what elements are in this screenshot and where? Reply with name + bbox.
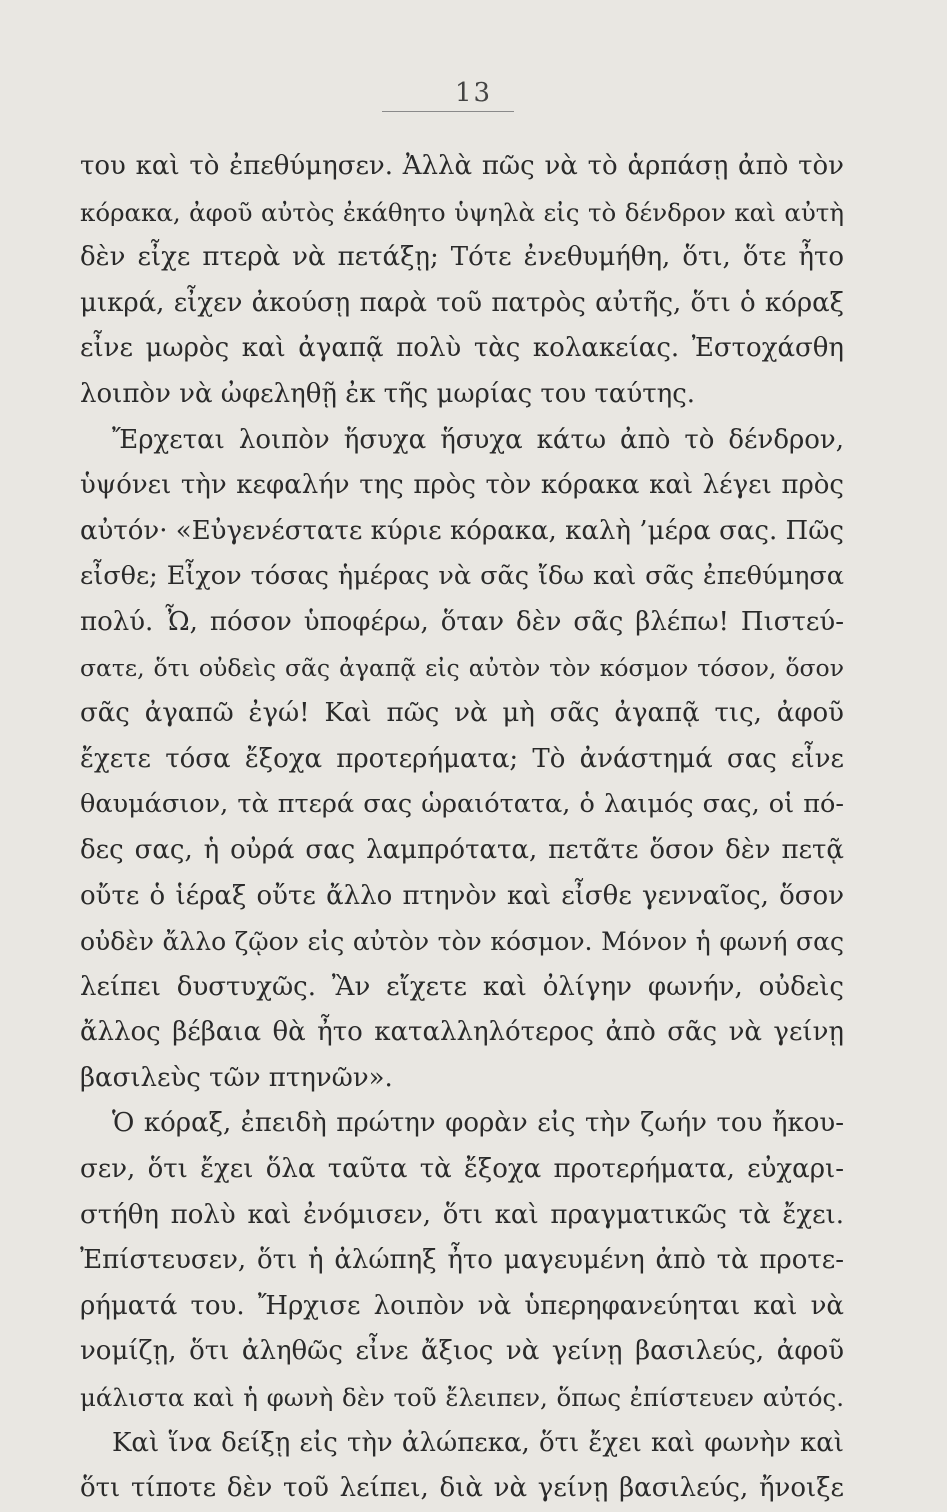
text-line: σατε, ὅτι οὐδεὶς σᾶς ἀγαπᾷ εἰς αὐτὸν τὸν κόσμον τόσον, ὅσον (80, 653, 844, 682)
text-line: δὲν εἶχε πτερὰ νὰ πετάξῃ; Τότε ἐνεθυμήθη, ὅτι, ὅτε ἦτο (80, 242, 844, 273)
text-line: μάλιστα καὶ ἡ φωνὴ δὲν τοῦ ἔλειπεν, ὅπως ἐπίστευεν αὐτός. (80, 1383, 844, 1413)
text-line: ἄλλος βέβαια θὰ ἦτο καταλληλότερος ἀπὸ σᾶς νὰ γείνῃ (80, 1017, 844, 1048)
text-line: θαυμάσιον, τὰ πτερά σας ὡραιότατα, ὁ λαιμός σας, οἱ πό- (80, 789, 844, 820)
text-line: βασιλεὺς τῶν πτηνῶν». (80, 1062, 393, 1093)
text-line: Ἔρχεται λοιπὸν ἥσυχα ἥσυχα κάτω ἀπὸ τὸ δένδρον, (112, 424, 844, 455)
text-line: Ἐπίστευσεν, ὅτι ἡ ἀλώπηξ ἦτο μαγευμένη ἀπὸ τὰ προτε- (80, 1245, 844, 1276)
text-line: λείπει δυστυχῶς. Ἂν εἴχετε καὶ ὀλίγην φωνήν, οὐδεὶς (80, 971, 844, 1002)
text-line: κόρακα, ἀφοῦ αὐτὸς ἐκάθητο ὑψηλὰ εἰς τὸ δένδρον καὶ αὐτὴ (80, 197, 844, 227)
text-line: εἶσθε; Εἶχον τόσας ἡμέρας νὰ σᾶς ἴδω καὶ σᾶς ἐπεθύμησα (80, 561, 844, 592)
text-line: εἶνε μωρὸς καὶ ἀγαπᾷ πολὺ τὰς κολακείας. Ἐστοχάσθη (80, 333, 844, 364)
page-number-rule (382, 111, 514, 112)
text-line: λοιπὸν νὰ ὠφεληθῇ ἐκ τῆς μωρίας του ταύτης. (80, 378, 696, 409)
text-line: ὑψόνει τὴν κεφαλήν της πρὸς τὸν κόρακα καὶ λέγει πρὸς (80, 470, 844, 501)
text-line: στήθη πολὺ καὶ ἐνόμισεν, ὅτι καὶ πραγματικῶς τὰ ἔχει. (80, 1199, 844, 1230)
text-line: ρήματά του. Ἤρχισε λοιπὸν νὰ ὑπερηφανεύηται καὶ νὰ (80, 1290, 844, 1321)
text-line: σεν, ὅτι ἔχει ὅλα ταῦτα τὰ ἔξοχα προτερήματα, εὐχαρι- (80, 1154, 844, 1185)
text-line: Καὶ ἵνα δείξῃ εἰς τὴν ἀλώπεκα, ὅτι ἔχει καὶ φωνὴν καὶ (112, 1427, 844, 1458)
text-line: νομίζῃ, ὅτι ἀληθῶς εἶνε ἄξιος νὰ γείνῃ βασιλεύς, ἀφοῦ (80, 1336, 844, 1367)
text-line: δες σας, ἡ οὐρά σας λαμπρότατα, πετᾶτε ὅσον δὲν πετᾷ (80, 834, 844, 865)
text-line: οὔτε ὁ ἱέραξ οὔτε ἄλλο πτηνὸν καὶ εἶσθε γενναῖος, ὅσον (80, 880, 844, 911)
page-number: 13 (454, 78, 493, 108)
body-text (80, 144, 844, 1512)
text-line: του καὶ τὸ ἐπεθύμησεν. Ἀλλὰ πῶς νὰ τὸ ἁρπάσῃ ἀπὸ τὸν (80, 151, 844, 181)
text-line: σᾶς ἀγαπῶ ἐγώ! Καὶ πῶς νὰ μὴ σᾶς ἀγαπᾷ τις, ἀφοῦ (80, 698, 844, 729)
text-line: Ὁ κόραξ, ἐπειδὴ πρώτην φορὰν εἰς τὴν ζωήν του ἤκου- (112, 1108, 844, 1139)
text-line: ἔχετε τόσα ἔξοχα προτερήματα; Τὸ ἀνάστημά σας εἶνε (80, 743, 844, 774)
text-line: ὅτι τίποτε δὲν τοῦ λείπει, διὰ νὰ γείνῃ βασιλεύς, ἤνοιξε (80, 1473, 844, 1504)
text-line: οὐδὲν ἄλλο ζῷον εἰς αὐτὸν τὸν κόσμον. Μόνον ἡ φωνή σας (80, 927, 844, 957)
text-line: μικρά, εἶχεν ἀκούσῃ παρὰ τοῦ πατρὸς αὐτῆς, ὅτι ὁ κόραξ (80, 287, 844, 318)
text-line: πολύ. Ὦ, πόσον ὑποφέρω, ὅταν δὲν σᾶς βλέπω! Πιστεύ- (80, 606, 844, 637)
text-line: αὐτόν· «Εὐγενέστατε κύριε κόρακα, καλὴ ’μέρα σας. Πῶς (80, 515, 844, 546)
